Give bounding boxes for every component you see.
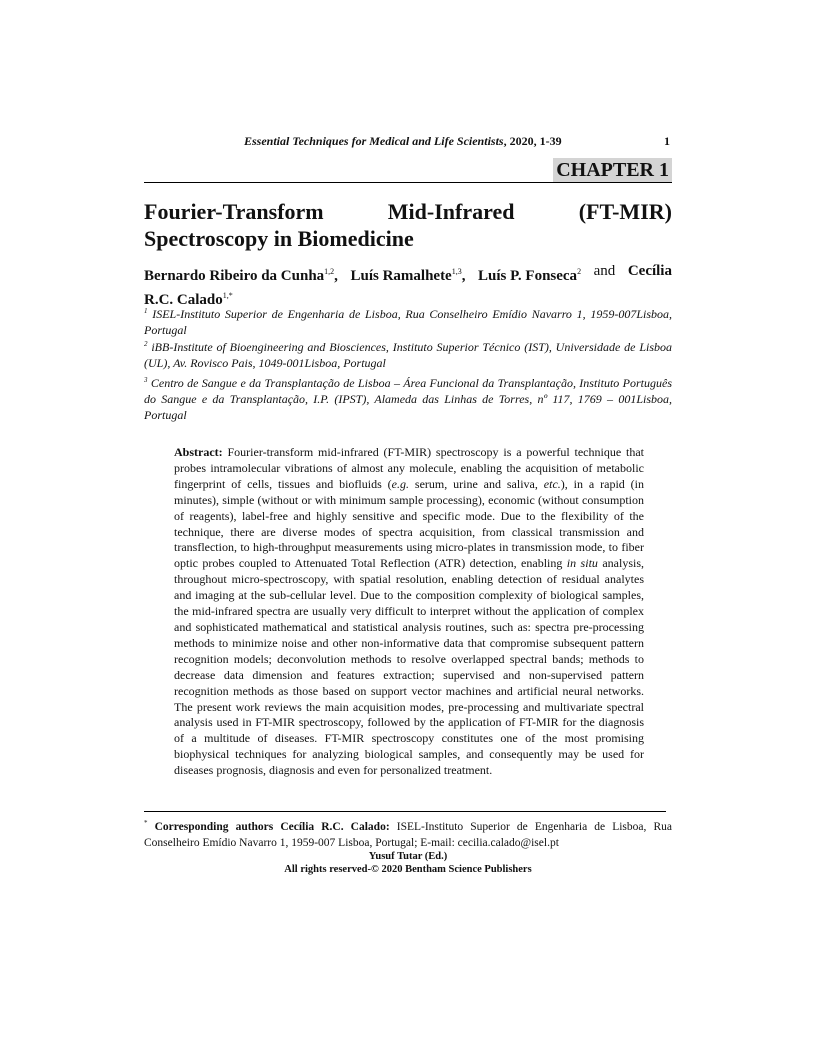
affiliation-1 xyxy=(144,303,672,338)
title-word: Fourier-Transform xyxy=(144,199,324,224)
chapter-label: CHAPTER 1 xyxy=(553,158,672,182)
footnote-sup: * xyxy=(144,819,148,827)
affiliation-sup: 3 xyxy=(144,376,148,384)
abstract-text: Fourier-transform mid-infrared (FT-MIR) spectroscopy is a powerful technique that probes intramolecular vibrations of almost any molecule, enabling the acquisition of metabolic fingerprint of cells, tissues and biofluids ( xyxy=(174,445,644,491)
author-affil-sup: 2 xyxy=(577,267,582,276)
corresponding-author-footnote xyxy=(144,815,672,851)
author-name: Bernardo Ribeiro da Cunha xyxy=(144,268,325,284)
running-title xyxy=(244,134,562,149)
author-affil-sup: 1,2 xyxy=(324,267,335,276)
affiliation-3 xyxy=(144,372,672,423)
abstract-label: Abstract: xyxy=(174,445,223,459)
abstract-text: serum, urine and saliva, xyxy=(409,476,544,491)
abstract-italic: e.g. xyxy=(391,476,409,491)
author: Luís Ramalhete$^{1,3}$, xyxy=(350,267,466,284)
abstract-italic: in situ xyxy=(566,556,598,571)
author-name: Luís Ramalhete xyxy=(350,268,452,284)
author-affil-sup: 1,3 xyxy=(451,267,462,276)
title-word: Mid-Infrared xyxy=(387,199,515,224)
author-name: Luís P. Fonseca xyxy=(478,268,578,284)
affiliation-sup: 1 xyxy=(144,307,148,315)
title-line-2: Spectroscopy in Biomedicine xyxy=(144,226,414,251)
chapter-divider xyxy=(144,182,672,183)
author-affil-sup: 1,* xyxy=(222,291,233,300)
footnote-text: ISEL-Instituto Superior de Engenharia de Lisboa, Rua Conselheiro Emídio Navarro 1, 1959-007 Lisboa, Portugal; E-mail: cecilia.calado@isel.pt xyxy=(144,821,672,849)
author-conjunction: and xyxy=(593,263,616,279)
journal-name: Essential Techniques for Medical and Life Scientists xyxy=(244,134,504,148)
abstract-italic: etc. xyxy=(543,476,561,491)
abstract xyxy=(174,445,644,779)
paper-page xyxy=(144,0,672,1056)
editor-line: Yusuf Tutar (Ed.) xyxy=(368,851,448,862)
affiliation-text: ISEL-Instituto Superior de Engenharia de Lisboa, Rua Conselheiro Emídio Navarro 1, 1959-007Lisboa, Portugal xyxy=(144,307,672,337)
author xyxy=(478,262,581,286)
abstract-text: analysis, throughout micro-spectroscopy, with spatial resolution, enabling detection of residual analytes and imaging at the sub-cellular level. Due to the composition complexity of biological samples, the mid-infrared spectra are usually very difficult to interpret without the application of complex and sophisticated mathematical and statistical analysis routines, such as: spectra pre-processing methods to minimize noise and other non-informative data that compromise subsequent pattern recognition models; deconvolution methods to resolve overlapped spectral bands; methods to decrease data dimension and features extraction; supervised and non-supervised pattern recognition methods as those based on support vector machines and artificial neural networks. The present work reviews the main acquisition modes, pre-processing and multivariate spectral analysis used in FT-MIR spectroscopy, followed by the application of FT-MIR for the diagnosis of a multitude of diseases. FT-MIR spectroscopy constitutes one of the most promising biophysical techniques for analyzing biological samples, and consequently may be used for diseases prognosis, diagnosis and even for personalized treatment. xyxy=(174,556,644,778)
affiliation-2 xyxy=(144,336,672,371)
page-number: 1 xyxy=(664,134,670,148)
copyright-line: All rights reserved-© 2020 Bentham Science Publishers xyxy=(284,864,532,875)
affiliation-text: iBB-Institute of Bioengineering and Biosciences, Instituto Superior Técnico (IST), Universidade de Lisboa (UL), Av. Rovisco Pais, 1049-001Lisboa, Portugal xyxy=(144,340,672,370)
title-word: (FT-MIR) xyxy=(578,199,672,224)
author-name: Cecília xyxy=(627,263,672,279)
footnote-divider xyxy=(144,811,666,812)
journal-year-pages: , 2020, 1-39 xyxy=(503,134,562,148)
affiliation-sup: 2 xyxy=(144,340,148,348)
abstract-text: ), in a rapid (in minutes), simple (without or with minimum sample processing), economic (without consumption of reagents), label-free and highly sensitive and specific mode. Due to the flexibility of the technique, there are diverse modes of spectra acquisition, from classical transmission and transflection, to high-throughput measurements using micro-plates in transmission mode, to fiber optic probes coupled to Attenuated Total Reflection (ATR) detection, enabling xyxy=(174,476,644,571)
title-line-1 xyxy=(144,198,672,225)
chapter-title xyxy=(144,198,672,252)
affiliation-text: Centro de Sangue e da Transplantação de Lisboa – Área Funcional da Transplantação, Instituto Português do Sangue e da Transplantação, I.P. (IPST), Alameda das Linhas de Torres, nº 117, 1769 – 001Lisboa, Portugal xyxy=(144,376,672,422)
author: Bernardo Ribeiro da Cunha$^{1,2}$, xyxy=(144,267,338,284)
author-line-1 xyxy=(144,262,672,286)
author-name: R.C. Calado xyxy=(144,292,223,308)
publisher-block xyxy=(144,850,672,876)
footnote-label: Corresponding authors Cecília R.C. Calado: xyxy=(154,821,390,833)
